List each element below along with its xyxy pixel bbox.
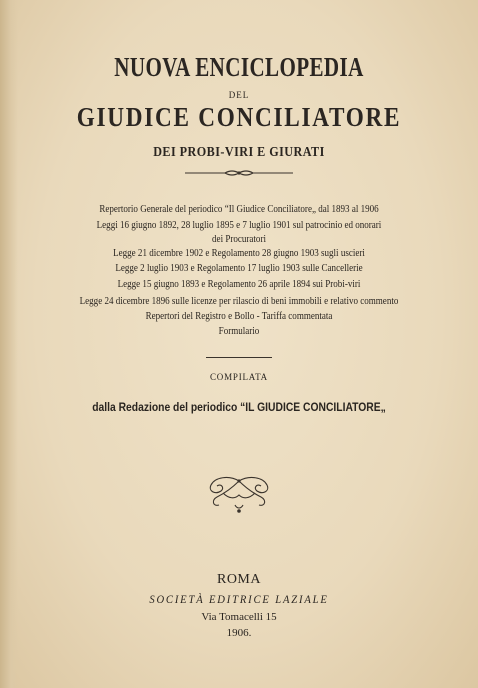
contents-line: Legge 21 dicembre 1902 e Regolamento 28 giugno 1903 sugli uscieri — [113, 248, 365, 259]
publisher: SOCIETÀ EDITRICE LAZIALE — [149, 594, 329, 606]
contents-line: Leggi 16 giugno 1892, 28 luglio 1895 e 7 luglio 1901 sul patrocinio ed onorari — [96, 220, 382, 231]
contents-line: Repertori del Registro e Bollo - Tariffa commentata — [145, 311, 333, 322]
contents-line: Legge 24 dicembre 1896 sulle licenze per rilascio di beni immobili e relativo commento — [79, 296, 399, 307]
contents-line: Repertorio Generale del periodico “Il Giudice Conciliatore„ dal 1893 al 1906 — [99, 204, 379, 215]
title-line-2: GIUDICE CONCILIATORE — [76, 102, 402, 132]
contents-line: Formulario — [218, 326, 260, 337]
publication-year: 1906. — [226, 627, 252, 639]
rule-ornament-icon — [185, 168, 293, 178]
subtitle: DEI PROBI-VIRI E GIURATI — [153, 144, 325, 159]
title-line-1: NUOVA ENCICLOPEDIA — [114, 52, 364, 82]
contents-line: Legge 2 luglio 1903 e Regolamento 17 luglio 1903 sulle Cancellerie — [115, 263, 363, 274]
compiled-by: dalla Redazione del periodico “IL GIUDICE CONCILIATORE„ — [92, 400, 386, 414]
publisher-address: Via Tomacelli 15 — [201, 611, 277, 623]
scroll-ornament-icon — [205, 473, 273, 515]
del-label: DEL — [228, 90, 250, 100]
city: ROMA — [216, 572, 261, 587]
divider-rule — [206, 357, 272, 358]
compiled-label: COMPILATA — [210, 372, 268, 382]
contents-line: Legge 15 giugno 1893 e Regolamento 26 aprile 1894 sui Probi-viri — [117, 279, 361, 290]
contents-line: dei Procuratori — [212, 234, 266, 245]
